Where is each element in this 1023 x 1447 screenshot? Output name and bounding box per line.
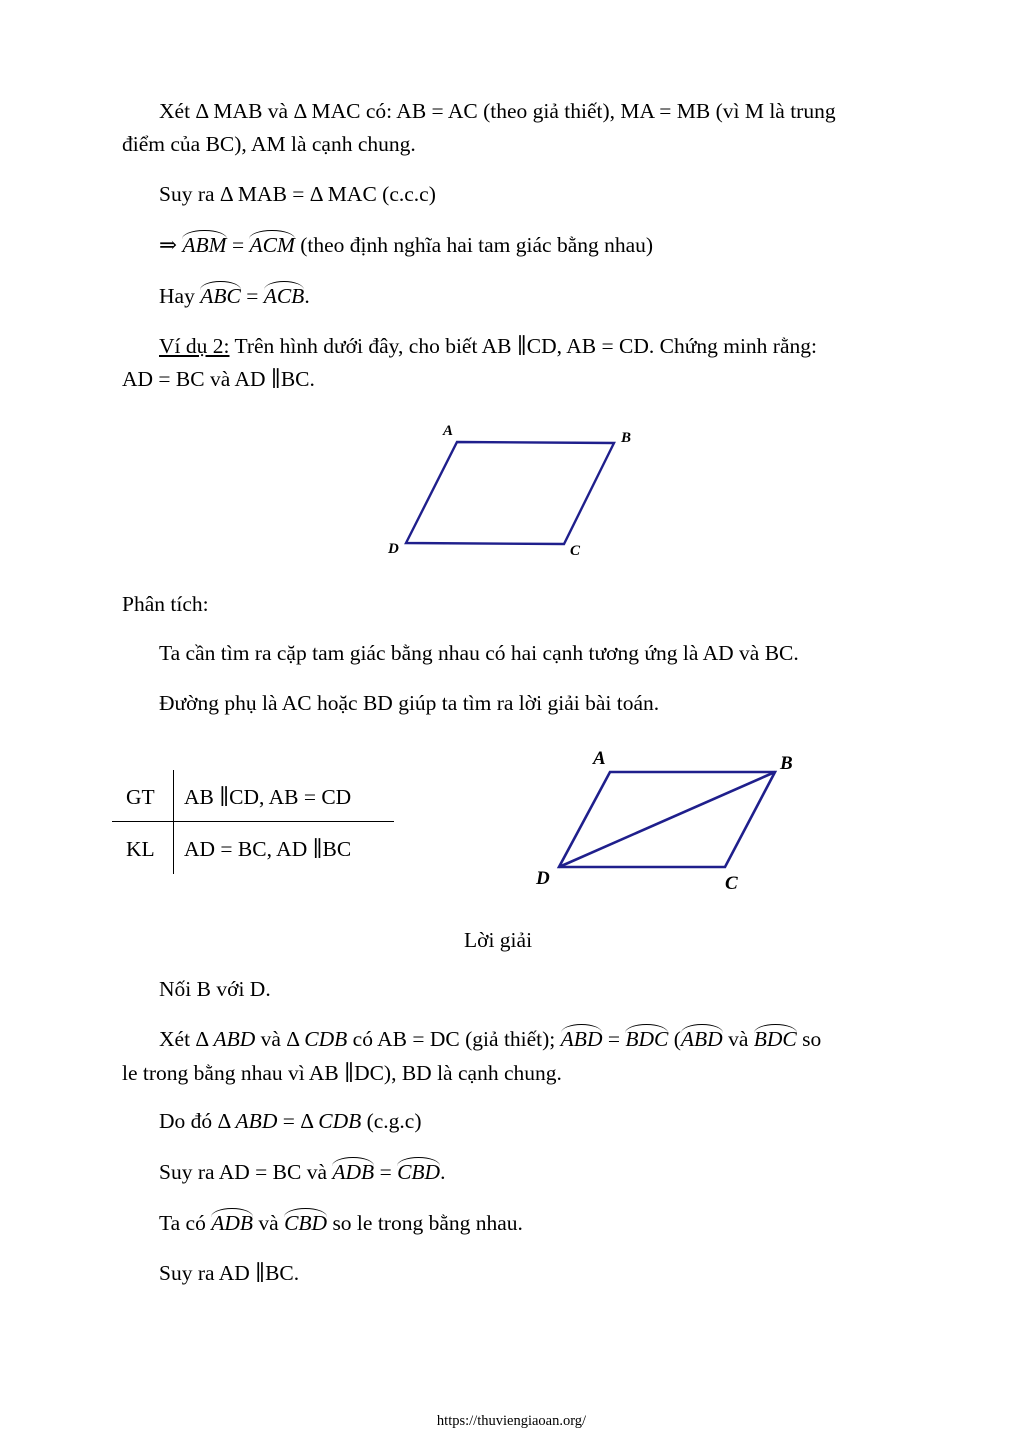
paragraph-line: Hay ABC = ACB.: [159, 284, 310, 308]
paragraph-line: le trong bằng nhau vì AB ∥DC), BD là cạnh chung.: [122, 1061, 562, 1085]
vertex-label-a: A: [593, 748, 606, 769]
parallelogram-abcd: [406, 442, 614, 544]
section-title: Lời giải: [463, 928, 533, 952]
angle-symbol: ADB: [332, 1160, 375, 1184]
vertex-label-c: C: [570, 543, 581, 559]
vertex-label-b: B: [780, 753, 793, 774]
angle-symbol: BDC: [625, 1027, 669, 1051]
vertex-label-a: A: [443, 423, 454, 439]
paragraph-line: điểm của BC), AM là cạnh chung.: [122, 132, 416, 156]
example-heading-line: Ví dụ 2: Trên hình dưới đây, cho biết AB ∥CD, AB = CD. Chứng minh rằng:: [159, 334, 817, 358]
angle-symbol: ABD: [680, 1027, 723, 1051]
kl-value: AD = BC, AD ∥BC: [184, 837, 352, 861]
paragraph-line: Ta có ADB và CBD so le trong bằng nhau.: [159, 1211, 523, 1235]
example-label: Ví dụ 2:: [159, 334, 230, 358]
parallelogram-figure-2: [520, 740, 810, 900]
kl-label: KL: [126, 837, 155, 861]
footer-url[interactable]: https://thuviengiaoan.org/: [436, 1413, 587, 1429]
gt-kl-table: [112, 770, 394, 874]
diagonal-bd: [559, 772, 775, 867]
paragraph-line: Xét Δ ABD và Δ CDB có AB = DC (giả thiết); ABD = BDC (ABD và BDC so: [159, 1027, 822, 1051]
angle-symbol: BDC: [753, 1027, 797, 1051]
vertex-label-b: B: [621, 430, 632, 446]
table-divider: [173, 770, 174, 874]
paragraph-line: Suy ra AD = BC và ADB = CBD.: [159, 1160, 446, 1184]
paragraph-line: Nối B với D.: [159, 977, 271, 1001]
paragraph-line: Đường phụ là AC hoặc BD giúp ta tìm ra lời giải bài toán.: [159, 691, 660, 715]
angle-symbol: CBD: [284, 1211, 328, 1235]
angle-symbol: ABC: [200, 284, 241, 308]
parallelogram-figure-1: [380, 415, 650, 565]
paragraph-line: ⇒ ABM = ACM (theo định nghĩa hai tam giác bằng nhau): [159, 233, 654, 257]
angle-symbol: ABD: [560, 1027, 603, 1051]
vertex-label-d: D: [536, 868, 550, 889]
angle-symbol: ACM: [249, 233, 295, 257]
paragraph-line: AD = BC và AD ∥BC.: [122, 367, 315, 391]
vertex-label-d: D: [388, 541, 399, 557]
angle-symbol: CBD: [397, 1160, 441, 1184]
table-divider: [112, 821, 394, 822]
gt-value: AB ∥CD, AB = CD: [184, 785, 352, 809]
angle-symbol: ACB: [263, 284, 305, 308]
paragraph-line: Xét Δ MAB và Δ MAC có: AB = AC (theo giả thiết), MA = MB (vì M là trung: [159, 99, 836, 123]
angle-symbol: ABM: [182, 233, 227, 257]
paragraph-line: Phân tích:: [122, 592, 209, 616]
paragraph-line: Suy ra Δ MAB = Δ MAC (c.c.c): [159, 182, 436, 206]
paragraph-line: Do đó Δ ABD = Δ CDB (c.g.c): [159, 1109, 422, 1133]
vertex-label-c: C: [725, 873, 738, 894]
paragraph-line: Ta cần tìm ra cặp tam giác bằng nhau có hai cạnh tương ứng là AD và BC.: [159, 641, 799, 665]
paragraph-line: Suy ra AD ∥BC.: [159, 1261, 300, 1285]
angle-symbol: ADB: [211, 1211, 254, 1235]
gt-label: GT: [126, 785, 155, 809]
